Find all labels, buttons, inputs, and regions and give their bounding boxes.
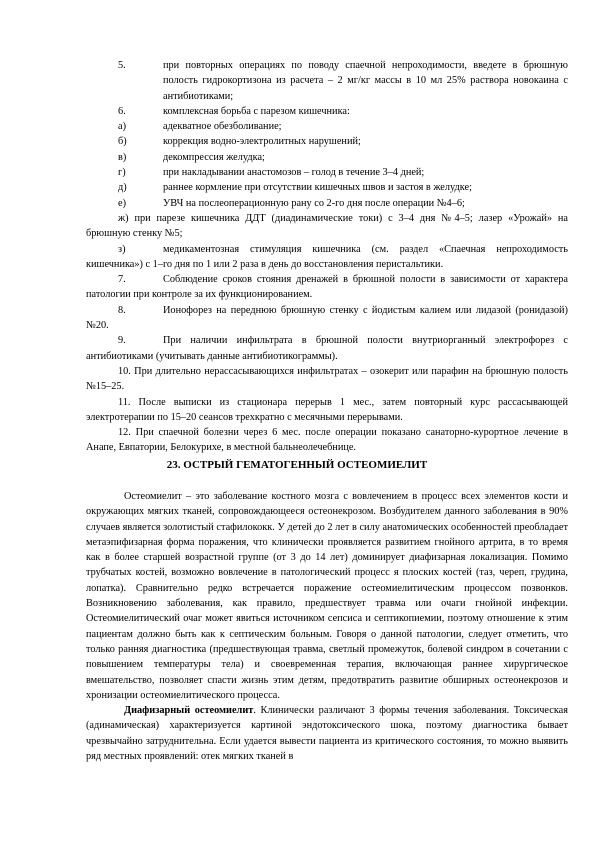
list-item-text: 12. При спаечной болезни через 6 мес. после операции показано санаторно-курортное лечение в Анапе, Евпатории, Белокурихе, в местной бальнеолечебнице. — [86, 427, 568, 454]
list-item-text: при повторных операциях по поводу спаечной непроходимости, введете в брюшную полость гидрокортизона из расчета – 2 мг/кг массы в 10 мл 25% раствора новокаина с антибиотиками; — [163, 60, 568, 102]
list-item-number: 8. — [118, 304, 126, 316]
list-item-number: а) — [118, 121, 126, 133]
list-item-text: 10. При длительно нерассасывающихся инфильтратах – озокерит или парафин на брюшную полость №15–25. — [86, 365, 568, 393]
list-item-text: раннее кормление при отсутствии кишечных швов и застоя в желудке; — [163, 182, 472, 194]
list-item-number: 7. — [118, 274, 126, 286]
list-item-text: УВЧ на послеоперационную рану со 2-го дня после операции №4–6; — [163, 197, 465, 209]
list-item — [86, 303, 568, 334]
list-item-number: 6. — [118, 105, 126, 117]
list-item — [86, 150, 568, 165]
list-item-text: декомпрессия желудка; — [163, 151, 265, 163]
section-heading: 23. ОСТРЫЙ ГЕМАТОГЕННЫЙ ОСТЕОМИЕЛИТ — [166, 459, 428, 471]
list-item-number: в) — [118, 151, 127, 163]
list-item — [86, 242, 568, 273]
list-item — [86, 364, 568, 395]
paragraph-diaphyseal — [86, 703, 568, 764]
list-item-text: При наличии инфильтрата в брюшной полости внутриорганный электрофорез с антибиотиками (учитывать данные антибиотикограммы). — [86, 335, 568, 362]
list-item — [86, 119, 568, 134]
list-item — [86, 211, 568, 242]
list-item — [86, 425, 568, 456]
list-item-number: з) — [118, 243, 126, 255]
list-item-text: коррекция водно-электролитных нарушений; — [163, 136, 361, 148]
list-item — [86, 165, 568, 180]
list-item — [86, 395, 568, 426]
list-item-number: д) — [118, 182, 127, 194]
list-item-text: Ионофорез на переднюю брюшную стенку с йодистым калием или лидазой (ронидазой) №20. — [86, 304, 568, 332]
section-body — [86, 489, 568, 764]
list-item — [86, 104, 568, 119]
list-item — [86, 134, 568, 149]
list-item-text: комплексная борьба с парезом кишечника: — [163, 105, 350, 117]
list-item-text: 11. После выписки из стационара перерыв 1 мес., затем повторный курс рассасывающей электротерапии по 15–20 сеансов трехкратно с месячными перерывами. — [86, 396, 568, 423]
list-item-number: г) — [118, 167, 126, 179]
list-item-text: медикаментозная стимуляция кишечника (см. раздел «Спаечная непроходимость кишечника») с 1–го дня по 1 или 2 раза в день до восстановления перистальтики. — [86, 243, 568, 270]
list-item-number: 5. — [118, 60, 126, 71]
treatment-list — [86, 58, 568, 456]
list-item — [86, 58, 568, 104]
list-item — [86, 333, 568, 364]
list-item-text: ж) при парезе кишечника ДДТ (диадинамические токи) с 3–4 дня №4–5; лазер «Урожай» на брюшную стенку №5; — [86, 212, 568, 240]
list-item — [86, 180, 568, 195]
list-item — [86, 196, 568, 211]
paragraph-lead-term: Диафизарный остеомиелит — [124, 705, 254, 717]
list-item-number: б) — [118, 136, 127, 148]
list-item-text: при накладывании анастомозов – голод в течение 3–4 дней; — [163, 167, 425, 179]
list-item — [86, 272, 568, 303]
list-item-text: адекватное обезболивание; — [163, 121, 282, 133]
list-item-text: Соблюдение сроков стояния дренажей в брюшной полости в зависимости от характера патологии при контроле за их функционированием. — [86, 274, 568, 301]
list-item-number: е) — [118, 197, 126, 209]
list-item-number: 9. — [118, 335, 126, 347]
paragraph-intro: Остеомиелит – это заболевание костного мозга с вовлечением в процесс всех элементов кости и окружающих мягких тканей, сопровождающееся остеонекрозом. Возбудителем данного заболевания в 90% случаев является золотистый стафилококк. У детей до 2 лет в силу анатомических особенностей преобладает метаэпифизарная форма поражения, что клинически проявляется развитием гнойного артрита, в то время как в более старшей возрастной группе (от 3 до 14 лет) доминирует диафизарная локализация. Помимо трубчатых костей, возможно вовлечение в патологический процесс я плоских костей (таз, череп, грудина, лопатка). Сравнительно редко встречается поражение остеомиелитическим процессом позвонков. Возникновению заболевания, как правило, предшествует травма или очаги гнойной инфекции. Остеомиелитический очаг может явиться источником сепсиса и септикопиемии, поэтому отношение к этим пациентам должно быть как к септическим больным. Говоря о данной патологии, следует отметить, что только ранняя диагностика (предшествующая травма, светлый промежуток, болевой синдром в сочетании с повышением температуры тела) и своевременная терапия, включающая раннее хирургическое вмешательство, позволяет спасти жизнь этим детям, предотвратить развитие обширных остеонекрозов и хронизации остеомиелитического процесса. — [86, 491, 568, 701]
paragraph-text: . Клинически различают 3 формы течения заболевания. Токсическая (адинамическая) характеризуется картиной эндотоксического шока, поэтому диагностика бывает чрезвычайно затруднительна. Если удается вывести пациента из критического состояния, то можно выявить ряд местных проявлений: отек мягких тканей в — [86, 705, 568, 763]
